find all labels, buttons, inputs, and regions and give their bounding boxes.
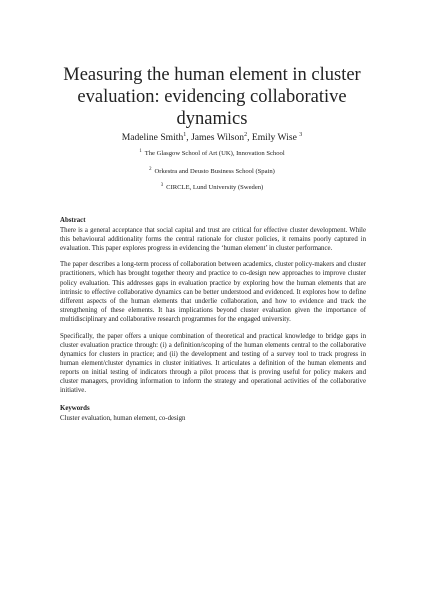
abstract-paragraph: The paper describes a long-term process of collaboration between academics, cluster policy-makers and cluster practitioners, which has brought together theory and practice to co-design new approaches to improve cluster policy evaluation. This addresses gaps in evaluation practice by exploring how the human elements that are intrinsic to effective collaborative dynamics can be better understood and evidenced. It explores how to define different aspects of the human elements that underlie collaboration, and how to evidence and track the strengthening of these elements. It has implications beyond cluster evaluation given the importance of multidisciplinary and collaborative research programmes for the engaged university.: [60, 261, 366, 323]
affiliation-text: The Glasgow School of Art (UK), Innovation School: [144, 150, 285, 157]
affiliation: [40, 183, 384, 192]
abstract-section: [60, 216, 366, 423]
author-affiliation-marker: 3: [299, 131, 303, 138]
paper-title: Measuring the human element in cluster evaluation: evidencing collaborative dynamics: [63, 65, 361, 129]
affiliation-marker: 1: [139, 148, 142, 154]
affiliation-marker: 2: [149, 166, 152, 172]
affiliation-text: Orkestra and Deusto Business School (Spain): [154, 168, 275, 175]
keywords-text: Cluster evaluation, human element, co-design: [60, 414, 186, 422]
abstract-paragraph: Specifically, the paper offers a unique combination of theoretical and practical knowledge to bridge gaps in cluster evaluation practice through: (i) a definition/scoping of the human elements central to the collaborative dynamics for clusters in practice; and (ii) the development and testing of a survey tool to track progress in human element/cluster dynamics in cluster initiatives. It articulates a definition of the human elements and reports on initial testing of indicators through a pilot process that is proving useful for policy makers and cluster managers, providing information to inform the strategy and operational activities of the collaborative initiative.: [60, 332, 366, 395]
abstract-heading: Abstract: [60, 217, 86, 224]
affiliation: [40, 167, 384, 176]
author-affiliation-marker: 1: [183, 131, 187, 138]
author-separator: ,: [247, 132, 252, 143]
affiliation: [40, 149, 384, 158]
keywords-heading: Keywords: [60, 405, 90, 413]
author-name: Emily Wise: [251, 132, 297, 143]
author-name: Madeline Smith: [121, 132, 184, 143]
affiliation-text: CIRCLE, Lund University (Sweden): [166, 184, 264, 191]
abstract-paragraph: There is a general acceptance that social capital and trust are critical for effective cluster development. While this behavioural additionality forms the central rationale for cluster policies, it remains poorly captured in evaluation. This paper explores progress in evidencing the ‘human element’ in cluster performance.: [60, 226, 366, 252]
author-name: James Wilson: [191, 132, 245, 143]
author-separator: ,: [186, 132, 192, 143]
author-line: [40, 132, 384, 144]
author-affiliation-marker: 2: [244, 131, 248, 138]
affiliation-marker: 3: [160, 182, 164, 188]
